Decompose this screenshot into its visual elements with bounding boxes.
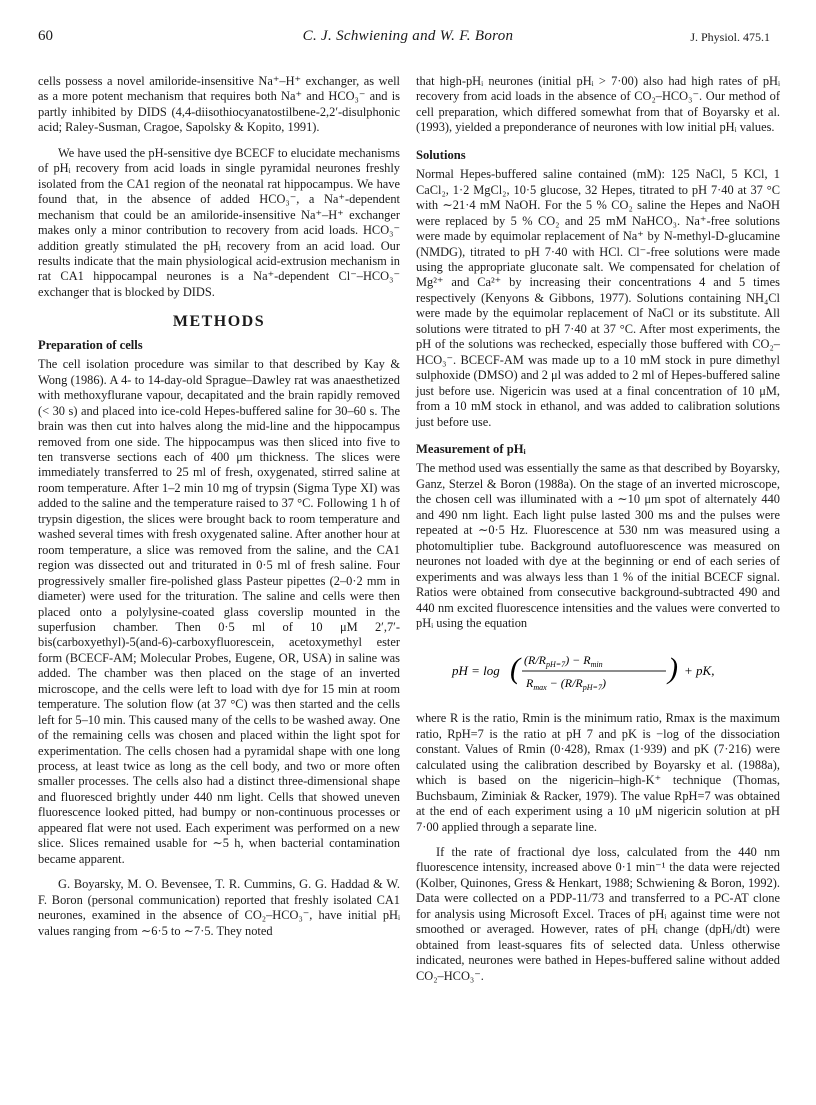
ph-equation (416, 645, 780, 697)
equation-numerator: (R/R (524, 653, 546, 668)
equation-denominator-sub: max (533, 683, 547, 693)
paragraph-intro-summary: We have used the pH-sensitive dye BCECF to elucidate mechanisms of pHᵢ recovery from acid loads in single pyramidal neurones freshly isolated from the CA1 region of the neonatal rat hippocampus. We have found that, in the absence of added HCO₃⁻, a Na⁺-dependent mechanism that could be an amiloride-insensitive Na⁺–H⁺ exchanger makes only a minor contribution to recovery from acid loads. HCO₃⁻ addition greatly stimulated the pHᵢ recovery from an acid load. Our results indicate that the main physiological acid-extrusion mechanism in rat CA1 hippocampal neurones is a Na⁺-dependent Cl⁻–HCO₃⁻ exchanger that is blocked by DIDS. (38, 145, 400, 299)
paragraph-personal-communication: G. Boyarsky, M. O. Bevensee, T. R. Cummins, G. G. Haddad & W. F. Boron (personal communication) reported that freshly isolated CA1 neurones, examined in the absence of CO₂–HCO₃⁻, have initial pHᵢ values ranging from ∼6·5 to ∼7·5. They noted (38, 877, 400, 938)
section-title-methods: METHODS (172, 313, 266, 331)
equation-denominator-sub2: pH=7 (582, 683, 602, 693)
paragraph-data-collection: If the rate of fractional dye loss, calculated from the 440 nm fluorescence intensity, increased above 0·1 min⁻¹ the data were rejected (Kolber, Quinones, Gress & Henkart, 1988; Schwiening & Boron, 1992). Data were collected on a PDP-11/73 and transferred to a PC-AT clone for analysis using Microsoft Excel. Traces of pHᵢ against time were not smoothed or averaged. However, rates of pHᵢ change (dpHᵢ/dt) were obtained from least-squares fits of selected data. Unless otherwise indicated, neurones were bathed in Hepes-buffered saline without added CO₂–HCO₃⁻. (416, 845, 780, 983)
page-number: 60 (38, 28, 53, 44)
svg-text:): ) (668, 652, 678, 686)
paragraph-intro-continued: cells possess a novel amiloride-insensitive Na⁺–H⁺ exchanger, as well as a more potent mechanism that requires both Na⁺ and HCO₃⁻ and is partly inhibited by DIDS (4,4-diisothiocyanatostilbene-2,2′-disulphonic acid; Raley-Susman, Cragoe, Sapolsky & Kopito, 1991). (38, 74, 400, 135)
running-head-authors: C. J. Schwiening and W. F. Boron (302, 28, 514, 44)
equation-denominator: R (526, 676, 534, 691)
paragraph-equation-definitions: where R is the ratio, Rmin is the minimum ratio, Rmax is the maximum ratio, RpH=7 is the ratio at pH 7 and pK is −log of the dissociation constant. Values of Rmin (0·428), Rmax (1·939) and pK (7·216) were calculated using the calibration described by Boyarsky et al. (1988a), which is based on the nigericin–high-K⁺ technique (Thomas, Buchsbaum, Ziminiak & Racker, 1979). The value RpH=7 was obtained at the end of each experiment using a 10 μM nigericin solution at pH 7·00 applied through a separate line. (416, 711, 780, 834)
paragraph-cell-isolation: The cell isolation procedure was similar to that described by Kay & Wong (1986). A 4- to 14-day-old Sprague–Dawley rat was anaesthetized with methoxyflurane vapour, decapitated and the brain rapidly removed (< 30 s) and placed into ice-cold Hepes-buffered saline for 30–60 s. The brain was then cut into halves along the mid-line and the hippocampus removed from one side. The hippocampus was then sliced into five to ten transverse sections each of 400 μm thickness. The slices were immediately transferred to 25 ml of fresh, oxygenated, stirred saline at room temperature. After 1–2 min 10 mg of trypsin (Sigma Type XI) was added to the saline and the temperature raised to 37 °C. Following 1 h of trypsin digestion, the slices were brought back to room temperature and washed several times with fresh oxygenated saline. After another hour at room temperature, a slice was removed from the saline, and the CA1 region was dissected out and triturated in 0·5 ml of fresh saline. Four progressively smaller fire-polished glass Pasteur pipettes (2–0·2 mm in diameter) were used for the trituration. The saline and cells were then placed onto a polylysine-coated glass coverslip mounted in the superfusion chamber. Then 0·5 ml of 10 μM 2′,7′-bis(carboxyethyl)-5(and-6)-carboxyfluorescein, acetoxymethyl ester form (BCECF-AM; Molecular Probes, Eugene, OR, USA) in saline was added. The chamber was then placed on the stage of an inverted microscope, and the cells were left to load with dye for 15 min at room temperature. The solution flow (at 37 °C) was then started and the cells left for 5–10 min. This caused many of the cells to be washed away. One of the remaining cells was chosen and placed within the light spot for experimentation. The cells chosen had a pyramidal shape with one long process, at least twice as long as the cell body, and two or more often smaller processes. The cells also had a distinct three-dimensional shape and fluoresced brightly under 440 nm light. Cells that showed uneven fluorescence looked pitted, had bumpy or non-continuous processes or appeared flat were not used. Each experiment was performed on a new slice. Slices remained usable for ∼5 h, when bacterial contamination became apparent. (38, 357, 400, 866)
paragraph-solutions: Normal Hepes-buffered saline contained (mM): 125 NaCl, 5 KCl, 1 CaCl₂, 1·2 MgCl₂, 10·5 glucose, 32 Hepes, titrated to pH 7·40 at 37 °C with ∼21·4 mM NaOH. For the 5 % CO₂ saline the Hepes and NaOH were replaced by 5 % CO₂ and 25 mM NaHCO₃. Na⁺-free solutions were made by equimolar replacement of Na⁺ by N-methyl-D-glucamine (NMDG), titrated to pH 7·40 with HCl. Cl⁻-free solutions were made using the appropriate gluconate salt. We compensated for chelation of Mg²⁺ and Ca²⁺ by increasing their concentrations 4 and 5 times respectively (Kenyons & Gibbons, 1977). Solutions containing NH₄Cl were made by the equimolar replacement of NaCl or its substitute. All solutions were titrated to pH 7·40 at 37 °C. After most experiments, the pH of the solutions was rechecked, especially those buffered with CO₂–HCO₃⁻. BCECF-AM was made up to a 10 mM stock in pure dimethyl sulphoxide (DMSO) and 2 μl was added to 2 ml of Hepes-buffered saline just before use. Nigericin was used at a final concentration of 10 μM, from a 10 mM stock in ethanol, and was added to calibration solutions just before use. (416, 167, 780, 429)
svg-text:(R/RpH=7) − Rmin (524, 653, 603, 669)
svg-text:(: ( (510, 652, 520, 686)
subsection-heading-measurement: Measurement of pHᵢ (416, 441, 526, 456)
equation-numerator-tail: ) − R (565, 653, 591, 668)
equation-lhs: pH = log (452, 663, 500, 679)
paragraph-high-phi-neurones: that high-pHᵢ neurones (initial pHᵢ > 7·00) also had high rates of pHᵢ recovery from acid loads in the absence of CO₂–HCO₃⁻. Our method of cell preparation, which differed somewhat from that of Boyarsky et al. (1993), yielded a preponderance of neurones with low initial pHᵢ values. (416, 74, 780, 135)
equation-denominator-tail: ) (601, 676, 606, 691)
left-column (38, 74, 400, 939)
paragraph-measurement-method: The method used was essentially the same as that described by Boyarsky, Ganz, Sterzel & Boron (1988a). On the stage of an inverted microscope, the chosen cell was illuminated with a ∼10 μm spot of alternately 440 and 490 nm light. Each light pulse lasted 300 ms and the pulses were repeated at ∼0·5 Hz. Fluorescence at 530 nm was measured using a photomultiplier tube. Background autofluorescence was measured on neurones not loaded with dye at the beginning or end of each series of experiments and was always less than 1 % of the initial BCECF signal. Ratios were obtained from consecutive background-subtracted 490 and 440 nm excited fluorescence intensities and the values were converted to pHᵢ using the equation (416, 461, 780, 630)
subsection-heading-preparation: Preparation of cells (38, 337, 143, 352)
equation-numerator-sub: pH=7 (546, 660, 566, 670)
svg-text:Rmax − (R/RpH=7) (525, 676, 606, 692)
equation-graphic (448, 646, 748, 696)
equation-rhs: + pK, (684, 663, 715, 679)
journal-reference: J. Physiol. 475.1 (690, 30, 770, 44)
right-column (416, 74, 780, 984)
equation-denominator-mid: − (R/R (546, 676, 583, 691)
subsection-heading-solutions: Solutions (416, 147, 466, 162)
equation-numerator-sub2: min (590, 660, 603, 670)
